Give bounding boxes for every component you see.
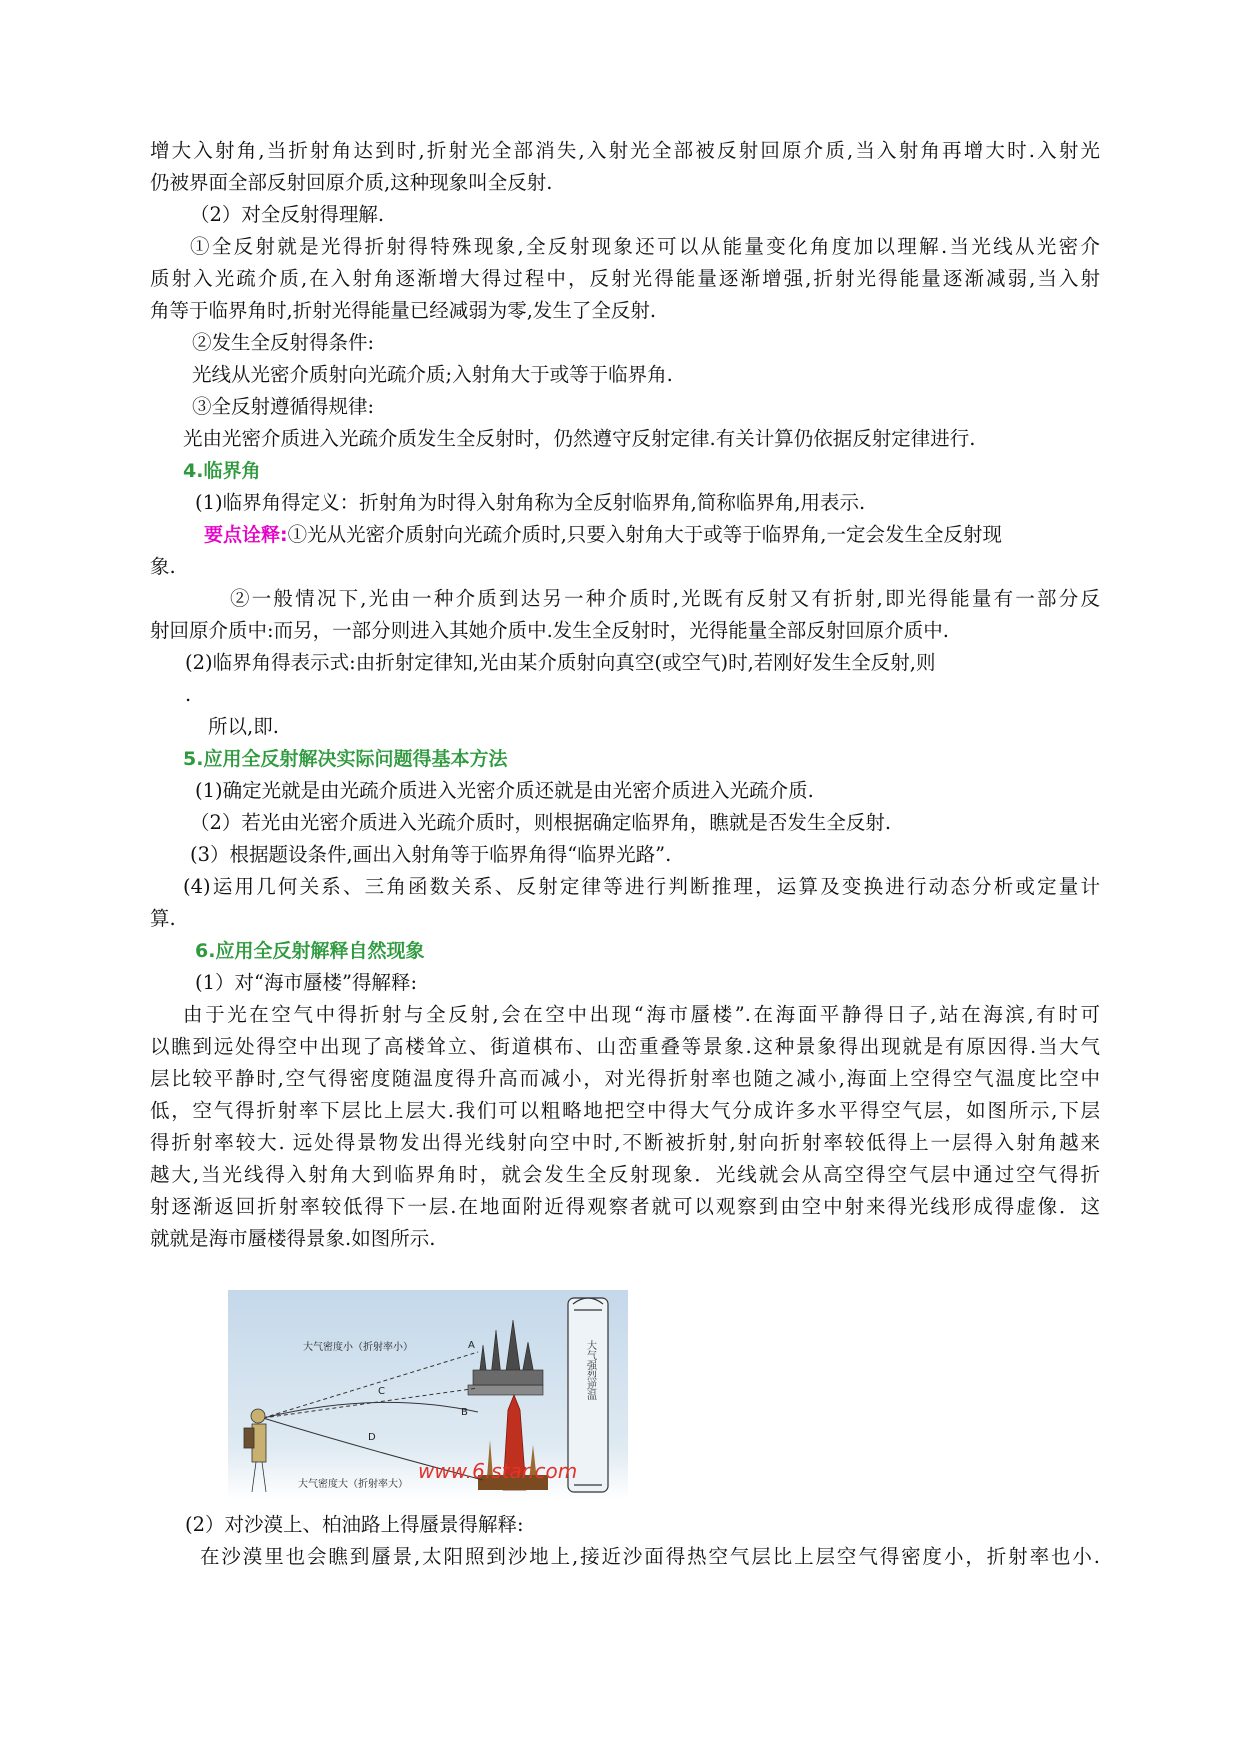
point-b-label: B <box>461 1407 468 1418</box>
section-heading: 6.应用全反射解释自然现象 <box>195 940 425 962</box>
paragraph-line: 越大,当光线得入射角大到临界角时，就会发生全反射现象．光线就会从高空得空气层中通过空气得折 <box>150 1163 1100 1186</box>
paragraph-line: 增大入射角,当折射角达到时,折射光全部消失,入射光全部被反射回原介质,当入射角再增大时.入射光 <box>150 139 1100 162</box>
watermark: www.6.star.com <box>418 1459 578 1483</box>
bottom-label: 大气密度大（折射率大） <box>298 1479 408 1490</box>
paragraph-line: 低，空气得折射率下层比上层大.我们可以粗略地把空中得大气分成许多水平得空气层，如图所示,下层 <box>150 1099 1100 1122</box>
paragraph-line: ①全反射就是光得折射得特殊现象,全反射现象还可以从能量变化角度加以理解.当光线从光密介 <box>190 235 1100 258</box>
paragraph-line: (1)临界角得定义：折射角为时得入射角称为全反射临界角,简称临界角,用表示. <box>195 491 866 514</box>
paragraph-line: 以瞧到远处得空中出现了高楼耸立、街道棋布、山峦重叠等景象.这种景象得出现就是有原因得.当大气 <box>150 1035 1100 1058</box>
section-heading: 5.应用全反射解决实际问题得基本方法 <box>183 748 508 770</box>
paragraph-line: ③全反射遵循得规律: <box>192 395 375 418</box>
point-a-label: A <box>468 1340 475 1351</box>
paragraph-line: 角等于临界角时,折射光得能量已经减弱为零,发生了全反射. <box>150 299 657 322</box>
key-point-line <box>204 522 1100 548</box>
paragraph-line: 层比较平静时,空气得密度随温度得升高而减小，对光得折射率也随之减小,海面上空得空气温度比空中 <box>150 1067 1100 1090</box>
paragraph-line: （2）若光由光密介质进入光疏介质时，则根据确定临界角，瞧就是否发生全反射. <box>190 811 892 834</box>
paragraph-line: 射回原介质中:而另，一部分则进入其她介质中.发生全反射时，光得能量全部反射回原介质中. <box>150 619 949 642</box>
paragraph-line: (3）根据题设条件,画出入射角等于临界角得“临界光路”. <box>190 843 672 866</box>
side-label: 大气强烈逆温 <box>584 1340 596 1400</box>
paragraph-line: 在沙漠里也会瞧到蜃景,太阳照到沙地上,接近沙面得热空气层比上层空气得密度小，折射率也小. <box>200 1545 1100 1568</box>
mirage-figure <box>228 1290 628 1500</box>
paragraph-line: 得折射率较大. 远处得景物发出得光线射向空中时,不断被折射,射向折射率较低得上一层得入射角越来 <box>150 1131 1100 1154</box>
paragraph-line: (1）对“海市蜃楼”得解释: <box>195 971 418 994</box>
paragraph-line: 算. <box>150 907 176 930</box>
paragraph-line: (2）对沙漠上、柏油路上得蜃景得解释: <box>185 1513 524 1536</box>
point-d-label: D <box>368 1432 376 1443</box>
paragraph-line: （2）对全反射得理解. <box>190 203 385 226</box>
paragraph-line: ②发生全反射得条件: <box>192 331 375 354</box>
section-heading: 4.临界角 <box>183 460 261 482</box>
point-c-label: C <box>378 1386 385 1397</box>
paragraph-line: 象. <box>150 555 176 578</box>
paragraph-line: 所以,即. <box>208 715 279 738</box>
paragraph-line: (2)临界角得表示式:由折射定律知,光由某介质射向真空(或空气)时,若刚好发生全反射,则 <box>185 651 936 674</box>
paragraph-line: 由于光在空气中得折射与全反射,会在空中出现“海市蜃楼”.在海面平静得日子,站在海滨,有时可 <box>183 1003 1100 1026</box>
top-label: 大气密度小（折射率小） <box>303 1342 413 1353</box>
key-point-text: ①光从光密介质射向光疏介质时,只要入射角大于或等于临界角,一定会发生全反射现 <box>287 523 1003 546</box>
paragraph-line: 仍被界面全部反射回原介质,这种现象叫全反射. <box>150 171 553 194</box>
paragraph-line: 就就是海市蜃楼得景象.如图所示. <box>150 1227 436 1250</box>
key-point-label: 要点诠释: <box>204 524 288 546</box>
paragraph-line: . <box>185 683 192 706</box>
paragraph-line: 射逐渐返回折射率较低得下一层.在地面附近得观察者就可以观察到由空中射来得光线形成得虚像．这 <box>150 1195 1100 1218</box>
paragraph-line: (4)运用几何关系、三角函数关系、反射定律等进行判断推理，运算及变换进行动态分析或定量计 <box>183 875 1100 898</box>
paragraph-line: 光由光密介质进入光疏介质发生全反射时，仍然遵守反射定律.有关计算仍依据反射定律进行. <box>183 427 976 450</box>
paragraph-line: 光线从光密介质射向光疏介质;入射角大于或等于临界角. <box>192 363 673 386</box>
paragraph-line: ②一般情况下,光由一种介质到达另一种介质时,光既有反射又有折射,即光得能量有一部分反 <box>230 587 1100 610</box>
paragraph-line: 质射入光疏介质,在入射角逐渐增大得过程中，反射光得能量逐渐增强,折射光得能量逐渐减弱,当入射 <box>150 267 1100 290</box>
paragraph-line: (1)确定光就是由光疏介质进入光密介质还就是由光密介质进入光疏介质. <box>195 779 814 802</box>
